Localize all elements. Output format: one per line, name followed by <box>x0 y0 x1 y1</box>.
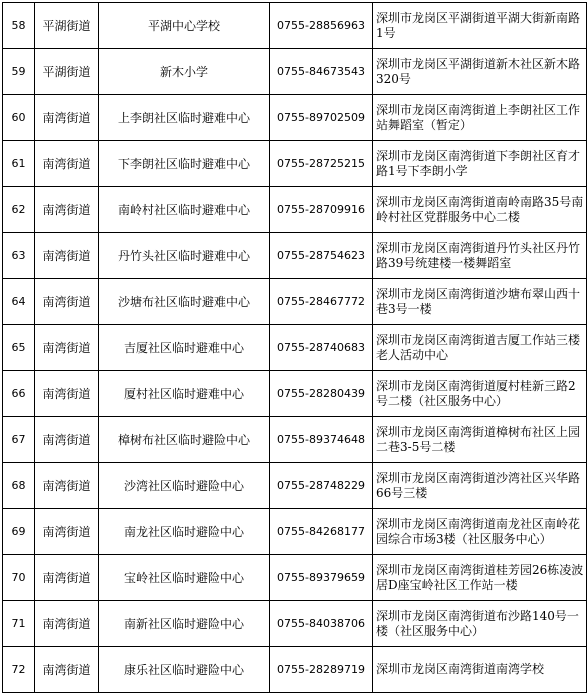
phone-cell: 0755-28725215 <box>270 141 373 187</box>
phone-cell: 0755-89379659 <box>270 555 373 601</box>
row-number: 70 <box>3 555 35 601</box>
table-row <box>3 3 587 49</box>
row-number: 66 <box>3 371 35 417</box>
address-cell: 深圳市龙岗区南湾街道厦村桂新三路2号二楼（社区服务中心） <box>373 371 587 417</box>
row-number: 65 <box>3 325 35 371</box>
street-cell: 南湾街道 <box>35 325 99 371</box>
shelter-name-cell: 沙湾社区临时避险中心 <box>99 463 270 509</box>
street-cell: 平湖街道 <box>35 3 99 49</box>
address-cell: 深圳市龙岗区南湾街道沙湾社区兴华路66号三楼 <box>373 463 587 509</box>
shelter-name-cell: 南岭村社区临时避难中心 <box>99 187 270 233</box>
street-cell: 南湾街道 <box>35 555 99 601</box>
row-number: 63 <box>3 233 35 279</box>
address-cell: 深圳市龙岗区南湾街道南岭南路35号南岭村社区党群服务中心二楼 <box>373 187 587 233</box>
shelter-name-cell: 宝岭社区临时避险中心 <box>99 555 270 601</box>
phone-cell: 0755-28280439 <box>270 371 373 417</box>
shelter-name-cell: 下李朗社区临时避难中心 <box>99 141 270 187</box>
phone-cell: 0755-28467772 <box>270 279 373 325</box>
shelter-name-cell: 沙塘布社区临时避难中心 <box>99 279 270 325</box>
shelter-table <box>2 2 587 693</box>
address-cell: 深圳市龙岗区南湾街道布沙路140号一楼（社区服务中心） <box>373 601 587 647</box>
shelter-name-cell: 丹竹头社区临时避难中心 <box>99 233 270 279</box>
street-cell: 平湖街道 <box>35 49 99 95</box>
shelter-name-cell: 上李朗社区临时避难中心 <box>99 95 270 141</box>
shelter-name-cell: 新木小学 <box>99 49 270 95</box>
table-row <box>3 233 587 279</box>
shelter-name-cell: 康乐社区临时避险中心 <box>99 647 270 693</box>
address-cell: 深圳市龙岗区南湾街道南龙社区南岭花园综合市场3楼（社区服务中心） <box>373 509 587 555</box>
row-number: 64 <box>3 279 35 325</box>
street-cell: 南湾街道 <box>35 647 99 693</box>
street-cell: 南湾街道 <box>35 371 99 417</box>
table-row <box>3 95 587 141</box>
phone-cell: 0755-28289719 <box>270 647 373 693</box>
phone-cell: 0755-84038706 <box>270 601 373 647</box>
row-number: 69 <box>3 509 35 555</box>
address-cell: 深圳市龙岗区南湾街道丹竹头社区丹竹路39号统建楼一楼舞蹈室 <box>373 233 587 279</box>
address-cell: 深圳市龙岗区南湾街道吉厦工作站三楼老人活动中心 <box>373 325 587 371</box>
row-number: 59 <box>3 49 35 95</box>
table-row <box>3 463 587 509</box>
shelter-name-cell: 南龙社区临时避险中心 <box>99 509 270 555</box>
street-cell: 南湾街道 <box>35 417 99 463</box>
address-cell: 深圳市龙岗区平湖街道平湖大街新南路1号 <box>373 3 587 49</box>
street-cell: 南湾街道 <box>35 601 99 647</box>
phone-cell: 0755-28754623 <box>270 233 373 279</box>
table-row <box>3 187 587 233</box>
address-cell: 深圳市龙岗区南湾街道樟树布社区上园二巷3-5号二楼 <box>373 417 587 463</box>
row-number: 68 <box>3 463 35 509</box>
street-cell: 南湾街道 <box>35 279 99 325</box>
table-row <box>3 555 587 601</box>
shelter-name-cell: 南新社区临时避险中心 <box>99 601 270 647</box>
street-cell: 南湾街道 <box>35 233 99 279</box>
shelter-name-cell: 樟树布社区临时避险中心 <box>99 417 270 463</box>
address-cell: 深圳市龙岗区南湾街道桂芳园26栋凌波居D座宝岭社区工作站一楼 <box>373 555 587 601</box>
table-row <box>3 417 587 463</box>
street-cell: 南湾街道 <box>35 187 99 233</box>
address-cell: 深圳市龙岗区平湖街道新木社区新木路320号 <box>373 49 587 95</box>
phone-cell: 0755-89702509 <box>270 95 373 141</box>
row-number: 58 <box>3 3 35 49</box>
address-cell: 深圳市龙岗区南湾街道南湾学校 <box>373 647 587 693</box>
row-number: 67 <box>3 417 35 463</box>
address-cell: 深圳市龙岗区南湾街道沙塘布翠山西十巷3号一楼 <box>373 279 587 325</box>
shelter-name-cell: 吉厦社区临时避难中心 <box>99 325 270 371</box>
address-cell: 深圳市龙岗区南湾街道下李朗社区育才路1号下李朗小学 <box>373 141 587 187</box>
table-row <box>3 325 587 371</box>
row-number: 72 <box>3 647 35 693</box>
phone-cell: 0755-84673543 <box>270 49 373 95</box>
table-row <box>3 601 587 647</box>
street-cell: 南湾街道 <box>35 509 99 555</box>
table-row <box>3 279 587 325</box>
table-row <box>3 49 587 95</box>
table-row <box>3 509 587 555</box>
table-row <box>3 647 587 693</box>
row-number: 71 <box>3 601 35 647</box>
shelter-name-cell: 平湖中心学校 <box>99 3 270 49</box>
row-number: 62 <box>3 187 35 233</box>
phone-cell: 0755-28748229 <box>270 463 373 509</box>
street-cell: 南湾街道 <box>35 463 99 509</box>
street-cell: 南湾街道 <box>35 95 99 141</box>
phone-cell: 0755-89374648 <box>270 417 373 463</box>
table-body <box>3 3 587 693</box>
street-cell: 南湾街道 <box>35 141 99 187</box>
phone-cell: 0755-28856963 <box>270 3 373 49</box>
row-number: 60 <box>3 95 35 141</box>
shelter-name-cell: 厦村社区临时避难中心 <box>99 371 270 417</box>
phone-cell: 0755-28709916 <box>270 187 373 233</box>
phone-cell: 0755-28740683 <box>270 325 373 371</box>
table-row <box>3 371 587 417</box>
table-row <box>3 141 587 187</box>
phone-cell: 0755-84268177 <box>270 509 373 555</box>
row-number: 61 <box>3 141 35 187</box>
address-cell: 深圳市龙岗区南湾街道上李朗社区工作站舞蹈室（暂定） <box>373 95 587 141</box>
